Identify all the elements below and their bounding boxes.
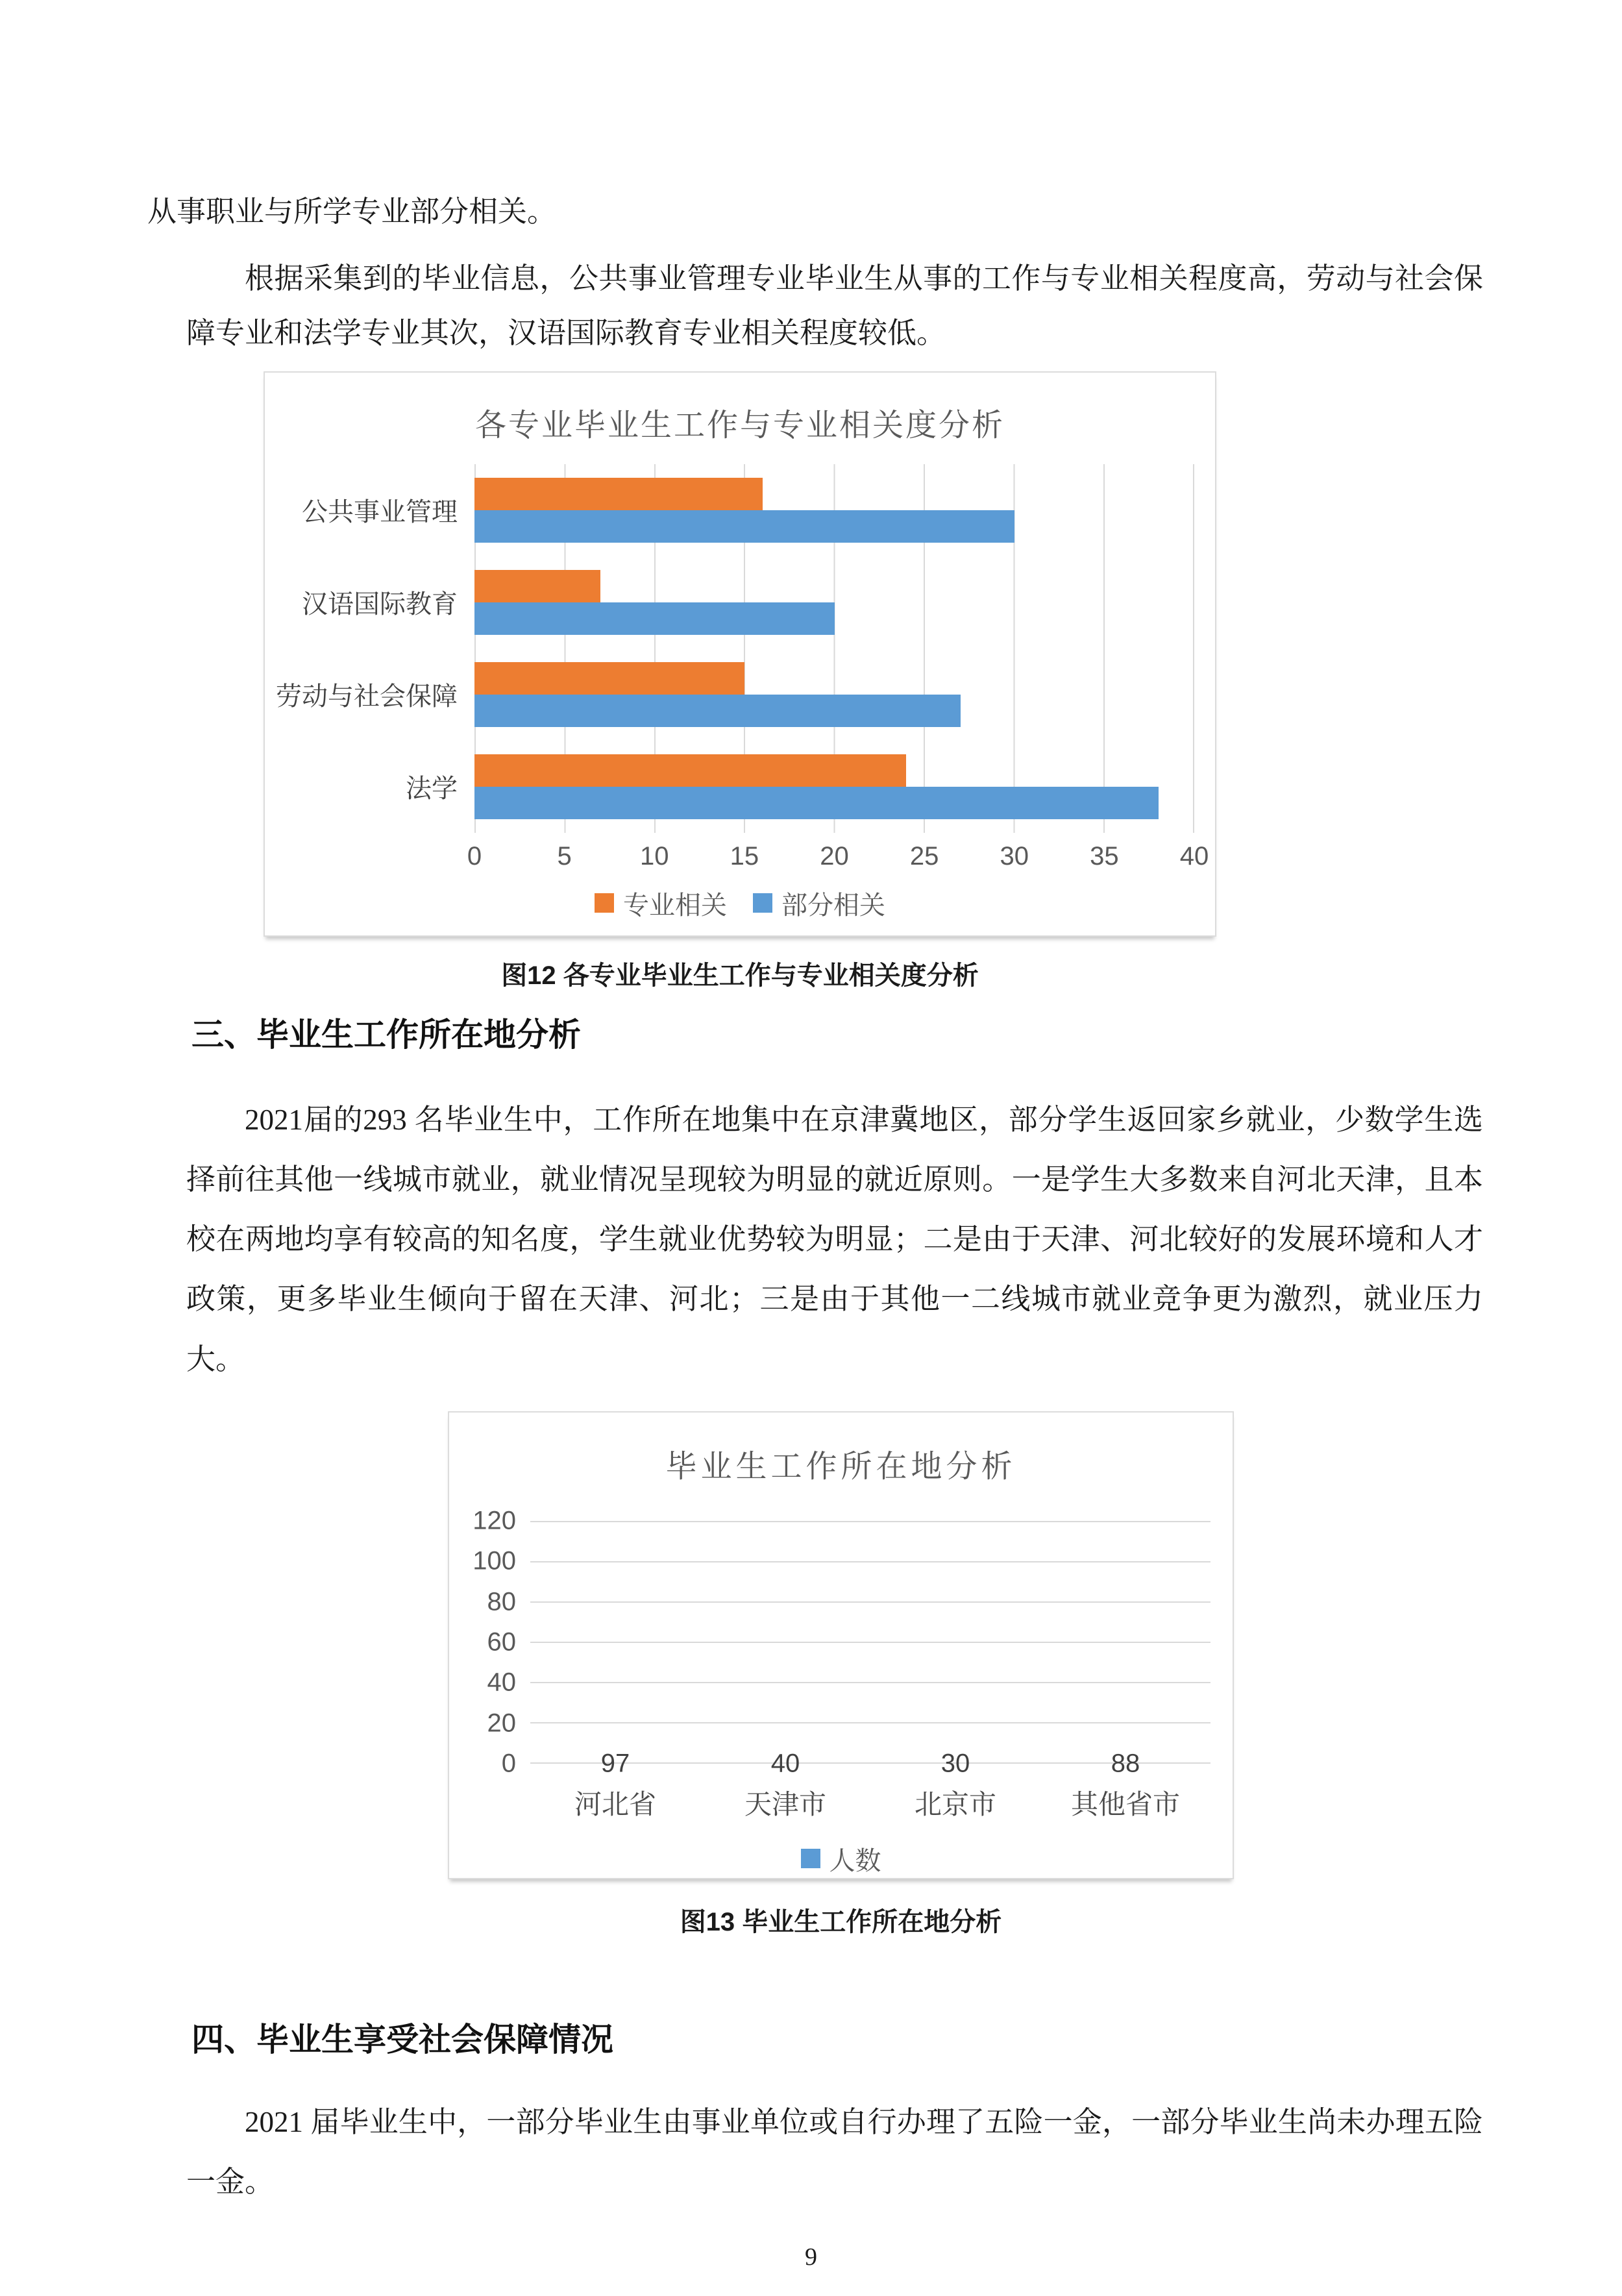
- chart1-bar-major-related: [474, 754, 906, 787]
- chart2-plot: [530, 1521, 1210, 1778]
- chart1-legend-item: [753, 885, 885, 922]
- chart1-bar-partly-related: [474, 510, 1014, 543]
- chart1-plot: [265, 464, 1215, 833]
- chart1-bars-area: [474, 464, 1194, 833]
- chart2-bar-value-label: 97: [600, 1749, 630, 1778]
- chart2-y-axis: [449, 1506, 530, 1778]
- section3-paragraph: 2021届的293 名毕业生中，工作所在地集中在京津冀地区，部分学生返回家乡就业，少数学生选择前往其他一线城市就业，就业情况呈现较为明显的就近原则。一是学生大多数来自河北天津，且本校在两地均享有较高的知名度，学生就业优势较为明显；二是由于天津、河北较好的发展环境和人才政策，更多毕业生倾向于留在天津、河北；三是由于其他一二线城市就业竞争更为激烈，就业压力大。: [186, 1103, 1483, 1376]
- chart1-bar-major-related: [474, 570, 600, 602]
- chart2-bar-value-label: 40: [770, 1749, 800, 1778]
- chart2-bar-value-label: 88: [1111, 1749, 1140, 1778]
- chart1-x-tick: 5: [557, 841, 572, 870]
- chart2-y-tick: 80: [487, 1587, 516, 1616]
- legend-swatch-icon: [801, 1849, 820, 1868]
- legend-swatch-icon: [595, 893, 614, 913]
- chart1-legend-label: 部分相关: [781, 891, 885, 920]
- chart2-category-label: 北京市: [914, 1788, 996, 1820]
- chart2-y-tick: 120: [473, 1506, 516, 1535]
- chart2-legend-item: [801, 1840, 881, 1877]
- chart1-category-label: 公共事业管理: [302, 498, 458, 527]
- chart1-x-tick: 20: [820, 841, 849, 870]
- section4-heading: 四、毕业生享受社会保障情况: [191, 2021, 613, 2058]
- chart2-legend: [449, 1840, 1233, 1877]
- figure-13-caption: 图13 毕业生工作所在地分析: [680, 1907, 1002, 1936]
- chart2-y-tick: 0: [501, 1749, 516, 1778]
- chart1-category-labels: [265, 464, 474, 833]
- chart2-category-label: 天津市: [744, 1788, 826, 1820]
- section3-heading: 三、毕业生工作所在地分析: [191, 1016, 581, 1053]
- chart1-category-label: 劳动与社会保障: [276, 682, 458, 711]
- chart2-y-tick: 100: [473, 1546, 516, 1575]
- chart1-category-label: 汉语国际教育: [302, 590, 458, 619]
- figure-12-caption: 图12 各专业毕业生工作与专业相关度分析: [501, 961, 979, 990]
- chart1-legend-label: 专业相关: [623, 891, 727, 920]
- chart2-bar-value-label: 30: [940, 1749, 970, 1778]
- legend-swatch-icon: [753, 893, 772, 913]
- page-number: 9: [805, 2243, 817, 2271]
- chart1-legend-item: [595, 885, 727, 922]
- chart1-bar-group: [474, 741, 1194, 833]
- chart1-x-tick: 35: [1090, 841, 1119, 870]
- chart1-bar-major-related: [474, 478, 763, 510]
- figure-13-chart: [448, 1411, 1234, 1879]
- chart1-bar-partly-related: [474, 787, 1159, 819]
- chart1-x-axis: [467, 833, 1209, 876]
- chart2-category-label: 河北省: [574, 1788, 656, 1820]
- chart1-bar-partly-related: [474, 602, 835, 635]
- chart2-y-tick: 20: [487, 1709, 516, 1738]
- section4-paragraph: 2021 届毕业生中，一部分毕业生由事业单位或自行办理了五险一金，一部分毕业生尚未办理五险一金。: [186, 2105, 1483, 2199]
- chart2-body: [449, 1506, 1233, 1778]
- chart2-bars-area: [530, 1521, 1210, 1778]
- chart1-x-tick: 0: [467, 841, 482, 870]
- chart1-bar-partly-related: [474, 695, 961, 727]
- chart1-x-tick: 40: [1179, 841, 1209, 870]
- chart1-legend: [265, 885, 1215, 922]
- chart2-y-tick: 40: [487, 1668, 516, 1697]
- chart2-title: 毕业生工作所在地分析: [665, 1449, 1016, 1484]
- chart1-title: 各专业毕业生工作与专业相关度分析: [474, 408, 1005, 443]
- intro-paragraph: 根据采集到的毕业信息，公共事业管理专业毕业生从事的工作与专业相关程度高，劳动与社会保障专业和法学专业其次，汉语国际教育专业相关程度较低。: [186, 262, 1483, 349]
- chart1-category-label: 法学: [406, 774, 458, 804]
- chart2-category-labels: [530, 1783, 1210, 1822]
- chart2-legend-label: 人数: [829, 1846, 881, 1875]
- chart2-category-label: 其他省市: [1070, 1788, 1180, 1820]
- chart2-y-tick: 60: [487, 1627, 516, 1657]
- chart1-x-tick: 30: [1000, 841, 1029, 870]
- chart1-bar-group: [474, 556, 1194, 648]
- chart1-x-tick: 15: [730, 841, 759, 870]
- chart1-x-tick: 25: [909, 841, 939, 870]
- chart1-bar-group: [474, 464, 1194, 556]
- chart1-x-tick: 10: [640, 841, 669, 870]
- figure-12-chart: [264, 371, 1216, 937]
- chart1-bar-major-related: [474, 662, 744, 695]
- chart1-bar-group: [474, 648, 1194, 741]
- lead-paragraph: 从事职业与所学专业部分相关。: [147, 195, 557, 228]
